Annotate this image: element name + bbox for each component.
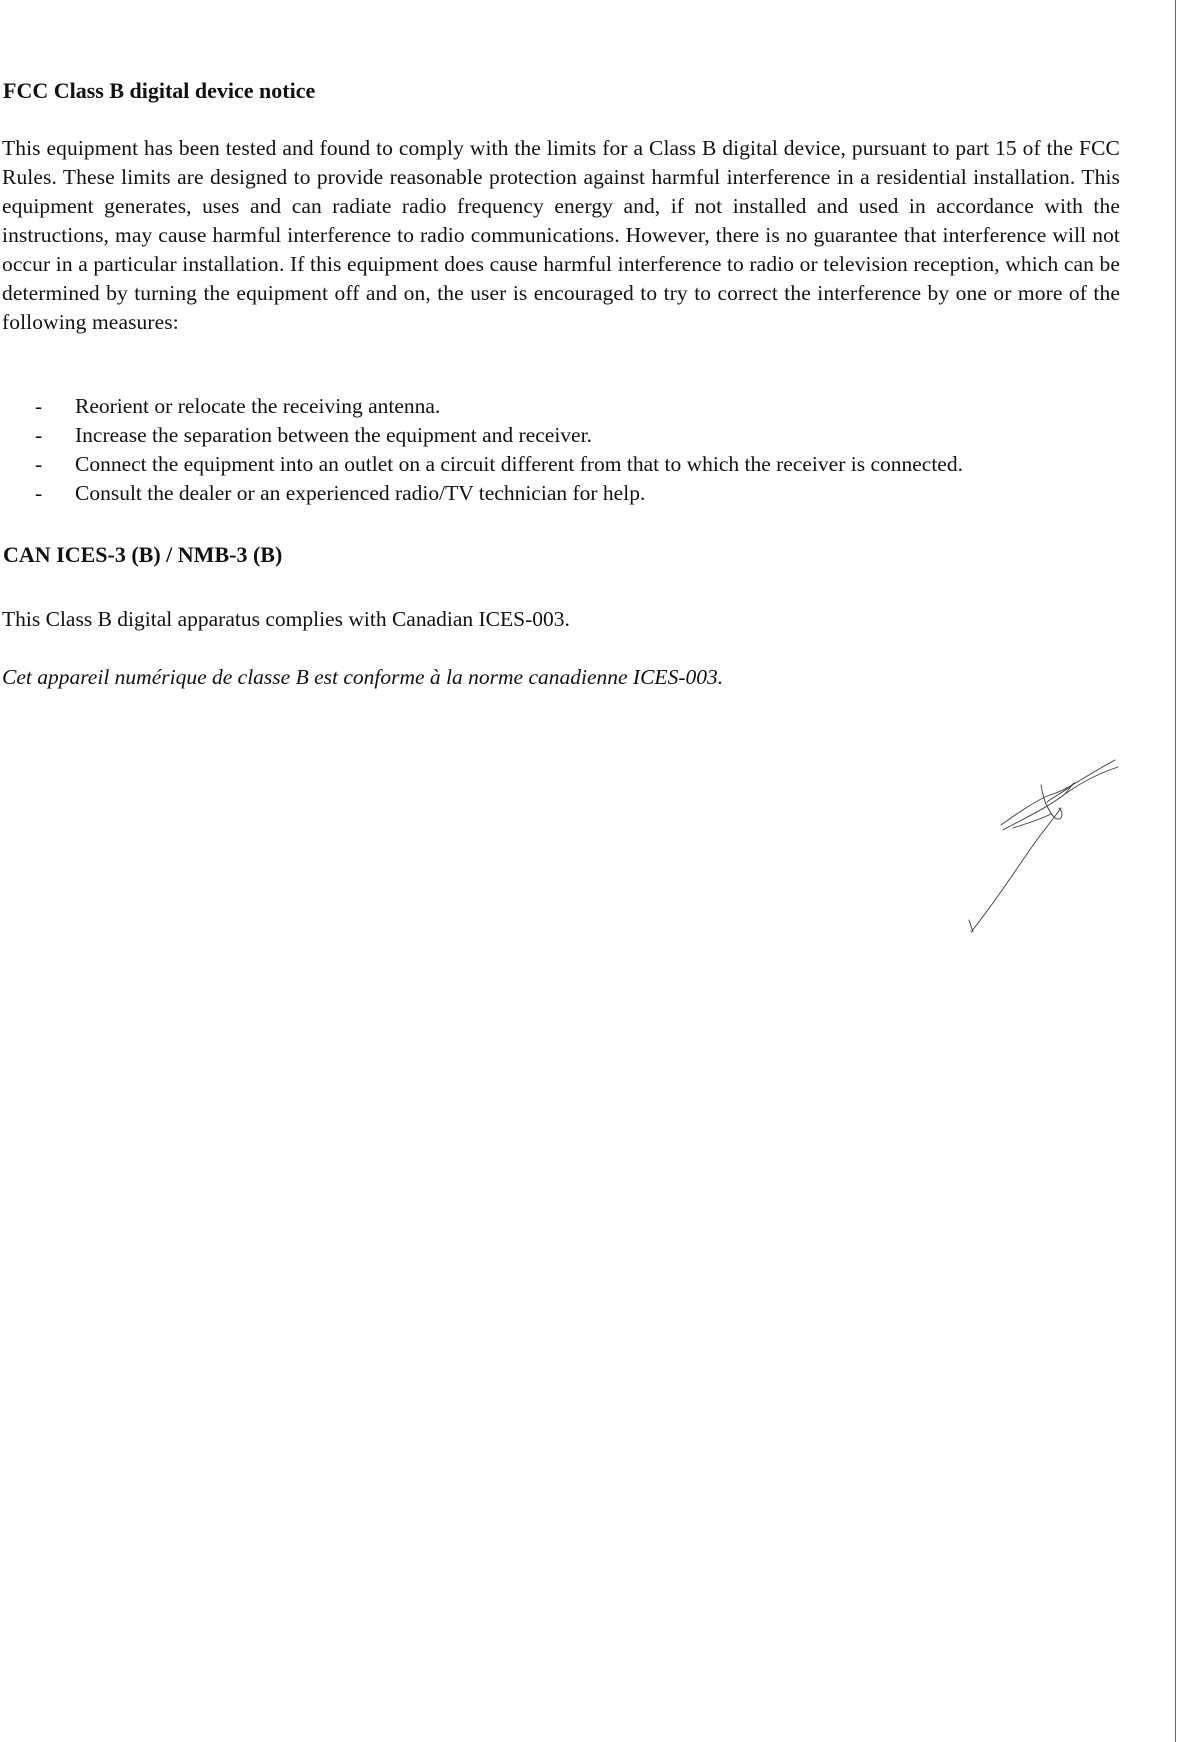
bullet-dash: -	[35, 481, 43, 505]
fcc-notice-paragraph: This equipment has been tested and found to comply with the limits for a Class B digital device, pursuant to part 15 of the FCC Rules. These limits are designed to provide reasonable protection against harmful interference in a residential installation. This equipment generates, uses and can radiate radio frequency energy and, if not installed and used in accordance with the instructions, may cause harmful interference to radio communications. However, there is no guarantee that interference will not occur in a particular installation. If this equipment does cause harmful interference to radio or television reception, which can be determined by turning the equipment off and on, the user is encouraged to try to correct the interference by one or more of the following measures:	[2, 136, 1120, 334]
signature-stroke	[1003, 767, 1118, 830]
handwritten-signature	[955, 750, 1125, 940]
ices-english-statement: This Class B digital apparatus complies with Canadian ICES-003.	[2, 607, 570, 631]
measure-text: Connect the equipment into an outlet on a circuit different from that to which the receiver is connected.	[75, 452, 963, 476]
bullet-dash: -	[35, 452, 43, 476]
signature-stroke	[1041, 785, 1062, 819]
interference-measures-list	[0, 392, 963, 508]
measure-text: Consult the dealer or an experienced radio/TV technician for help.	[75, 481, 646, 505]
signature-stroke	[1013, 814, 1051, 828]
list-item	[0, 421, 963, 450]
measure-text: Reorient or relocate the receiving antenna.	[75, 394, 441, 418]
signature-stroke	[969, 920, 973, 932]
list-item	[0, 479, 963, 508]
list-item	[0, 392, 963, 421]
ices-french-statement: Cet appareil numérique de classe B est conforme à la norme canadienne ICES-003.	[2, 665, 724, 689]
ices-heading: CAN ICES-3 (B) / NMB-3 (B)	[3, 542, 283, 567]
signature-stroke	[1001, 760, 1115, 825]
measure-text: Increase the separation between the equipment and receiver.	[75, 423, 592, 447]
fcc-notice-heading: FCC Class B digital device notice	[3, 78, 316, 103]
bullet-dash: -	[35, 423, 43, 447]
page-edge-rule	[1175, 0, 1176, 1742]
bullet-dash: -	[35, 394, 43, 418]
list-item	[0, 450, 963, 479]
